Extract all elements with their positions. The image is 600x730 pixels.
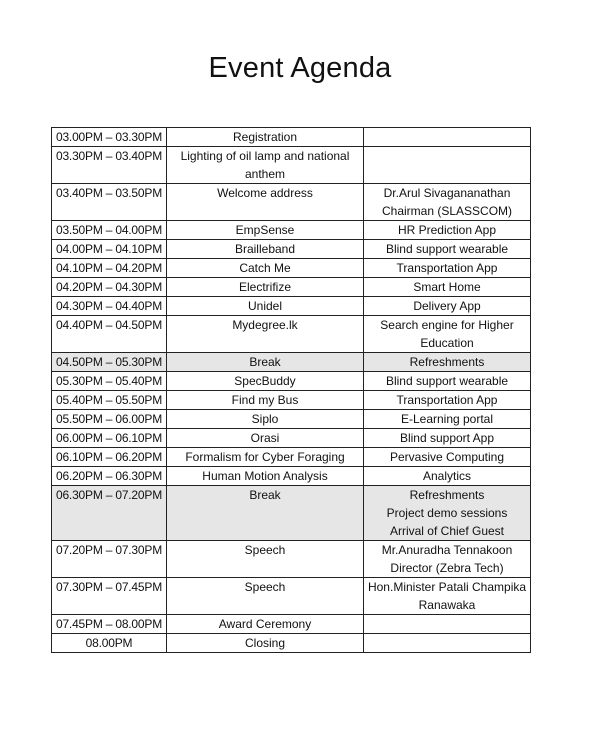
topic-cell xyxy=(364,410,531,429)
topic-line: Ranawaka xyxy=(418,598,476,612)
time-cell: 04.50PM – 05.30PM xyxy=(52,353,167,372)
time-cell: 06.10PM – 06.20PM xyxy=(52,448,167,467)
table-row xyxy=(52,486,531,541)
event-cell: Electrifize xyxy=(167,278,364,297)
time-cell: 04.30PM – 04.40PM xyxy=(52,297,167,316)
table-row xyxy=(52,615,531,634)
event-cell: Break xyxy=(167,486,364,541)
topic-cell xyxy=(364,278,531,297)
time-cell: 03.50PM – 04.00PM xyxy=(52,221,167,240)
agenda-table-body xyxy=(52,128,531,653)
event-cell: Closing xyxy=(167,634,364,653)
topic-cell xyxy=(364,541,531,578)
event-cell: Catch Me xyxy=(167,259,364,278)
topic-line: Project demo sessions xyxy=(386,506,508,520)
topic-cell xyxy=(364,316,531,353)
event-cell: Mydegree.lk xyxy=(167,316,364,353)
table-row xyxy=(52,278,531,297)
page-title: Event Agenda xyxy=(208,52,392,84)
table-row xyxy=(52,372,531,391)
event-cell: Break xyxy=(167,353,364,372)
table-row xyxy=(52,410,531,429)
table-row xyxy=(52,240,531,259)
table-row xyxy=(52,316,531,353)
event-cell: Registration xyxy=(167,128,364,147)
topic-line: Transportation App xyxy=(396,261,498,275)
topic-cell xyxy=(364,615,531,634)
time-cell: 07.30PM – 07.45PM xyxy=(52,578,167,615)
topic-line: Pervasive Computing xyxy=(389,450,505,464)
topic-cell xyxy=(364,259,531,278)
topic-line: Analytics xyxy=(422,469,472,483)
event-cell: Formalism for Cyber Foraging xyxy=(167,448,364,467)
topic-cell xyxy=(364,578,531,615)
event-cell: Siplo xyxy=(167,410,364,429)
event-cell: Lighting of oil lamp and national anthem xyxy=(167,147,364,184)
topic-line: Hon.Minister Patali Champika xyxy=(367,580,527,594)
time-cell: 06.30PM – 07.20PM xyxy=(52,486,167,541)
topic-cell xyxy=(364,391,531,410)
topic-cell xyxy=(364,372,531,391)
time-cell: 04.40PM – 04.50PM xyxy=(52,316,167,353)
event-cell: Speech xyxy=(167,541,364,578)
time-cell: 06.20PM – 06.30PM xyxy=(52,467,167,486)
topic-line: Blind support wearable xyxy=(385,374,509,388)
event-cell: Human Motion Analysis xyxy=(167,467,364,486)
topic-line: Arrival of Chief Guest xyxy=(389,524,505,538)
time-cell: 03.00PM – 03.30PM xyxy=(52,128,167,147)
event-cell: Welcome address xyxy=(167,184,364,221)
time-cell: 05.40PM – 05.50PM xyxy=(52,391,167,410)
table-row xyxy=(52,297,531,316)
topic-line: Refreshments xyxy=(409,355,485,369)
topic-cell xyxy=(364,221,531,240)
topic-line: Refreshments xyxy=(409,488,485,502)
table-row xyxy=(52,353,531,372)
table-row xyxy=(52,448,531,467)
topic-line: HR Prediction App xyxy=(397,223,497,237)
topic-cell xyxy=(364,184,531,221)
agenda-table xyxy=(51,127,531,653)
table-row xyxy=(52,221,531,240)
time-cell: 07.45PM – 08.00PM xyxy=(52,615,167,634)
event-cell: Find my Bus xyxy=(167,391,364,410)
time-cell: 08.00PM xyxy=(52,634,167,653)
table-row xyxy=(52,634,531,653)
topic-line: Transportation App xyxy=(396,393,498,407)
event-cell: Brailleband xyxy=(167,240,364,259)
topic-cell xyxy=(364,353,531,372)
topic-cell xyxy=(364,297,531,316)
topic-line: Blind support App xyxy=(399,431,495,445)
time-cell: 06.00PM – 06.10PM xyxy=(52,429,167,448)
topic-line: Education xyxy=(420,336,474,350)
time-cell: 05.30PM – 05.40PM xyxy=(52,372,167,391)
topic-line: Dr.Arul Sivagananathan xyxy=(383,186,511,200)
event-cell: Orasi xyxy=(167,429,364,448)
topic-cell xyxy=(364,240,531,259)
topic-cell xyxy=(364,147,531,184)
topic-line: Delivery App xyxy=(413,299,481,313)
time-cell: 05.50PM – 06.00PM xyxy=(52,410,167,429)
table-row xyxy=(52,541,531,578)
topic-line: Blind support wearable xyxy=(385,242,509,256)
topic-cell xyxy=(364,467,531,486)
time-cell: 04.00PM – 04.10PM xyxy=(52,240,167,259)
topic-cell xyxy=(364,128,531,147)
event-cell: Speech xyxy=(167,578,364,615)
event-cell: SpecBuddy xyxy=(167,372,364,391)
table-row xyxy=(52,259,531,278)
topic-cell xyxy=(364,486,531,541)
time-cell: 04.10PM – 04.20PM xyxy=(52,259,167,278)
topic-cell xyxy=(364,429,531,448)
table-row xyxy=(52,128,531,147)
time-cell: 07.20PM – 07.30PM xyxy=(52,541,167,578)
table-row xyxy=(52,578,531,615)
table-row xyxy=(52,147,531,184)
event-cell: EmpSense xyxy=(167,221,364,240)
topic-line: Smart Home xyxy=(413,280,481,294)
topic-line: Search engine for Higher xyxy=(380,318,514,332)
table-row xyxy=(52,391,531,410)
table-row xyxy=(52,429,531,448)
topic-cell xyxy=(364,634,531,653)
topic-line: Director (Zebra Tech) xyxy=(390,561,504,575)
table-row xyxy=(52,467,531,486)
time-cell: 03.40PM – 03.50PM xyxy=(52,184,167,221)
table-row xyxy=(52,184,531,221)
topic-cell xyxy=(364,448,531,467)
time-cell: 03.30PM – 03.40PM xyxy=(52,147,167,184)
topic-line: Mr.Anuradha Tennakoon xyxy=(381,543,513,557)
topic-line: Chairman (SLASSCOM) xyxy=(381,204,513,218)
event-cell: Unidel xyxy=(167,297,364,316)
event-cell: Award Ceremony xyxy=(167,615,364,634)
topic-line: E-Learning portal xyxy=(400,412,494,426)
time-cell: 04.20PM – 04.30PM xyxy=(52,278,167,297)
